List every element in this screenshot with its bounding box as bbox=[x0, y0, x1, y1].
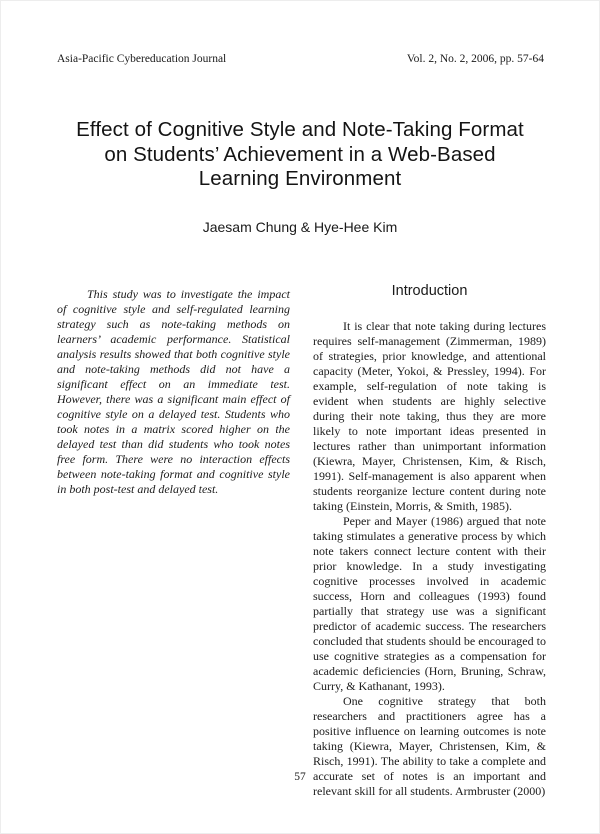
right-column bbox=[313, 283, 546, 799]
intro-paragraph-3: One cognitive strategy that both researchers and practitioners agree has a positive influence on learning outcomes is note taking (Kiewra, Mayer, Christensen, Kim, & Risch, 1991). The ability to take a complete and accurate set of notes is an important and relevant skill for all students. Armbruster (2000) bbox=[313, 694, 546, 798]
paper-title-line-1: Effect of Cognitive Style and Note-Taking Format bbox=[76, 118, 524, 141]
intro-paragraph-2: Peper and Mayer (1986) argued that note taking stimulates a generative process by which note takers connect lecture content with their prior knowledge. In a study investigating cognitive processes involved in academic success, Horn and colleagues (1993) found partially that strategy use was a significant predictor of academic success. The researchers concluded that students should be encouraged to use cognitive strategies as a compensation for academic deficiencies (Horn, Bruning, Schraw, Curry, & Kathanant, 1993). bbox=[313, 514, 546, 693]
page-number: 57 bbox=[294, 771, 306, 783]
authors: Jaesam Chung & Hye-Hee Kim bbox=[202, 219, 398, 235]
two-column-body bbox=[57, 283, 546, 799]
journal-name: Asia-Pacific Cybereducation Journal bbox=[57, 53, 227, 65]
introduction-heading: Introduction bbox=[391, 283, 468, 299]
volume-issue-pages: Vol. 2, No. 2, 2006, pp. 57-64 bbox=[406, 53, 544, 65]
paper-title bbox=[40, 118, 560, 192]
intro-paragraph-1: It is clear that note taking during lectures requires self-management (Zimmerman, 1989) of strategies, prior knowledge, and attentional capacity (Meter, Yokoi, & Pressley, 1994). For example, self-regulation of note taking is evident when students are highly selective during their note taking, thus they are more likely to note important ideas presented in lectures rather than unimportant information (Kiewra, Mayer, Christensen, Kim, & Risch, 1991). Self-management is also apparent when students reorganize lecture content during note taking (Einstein, Morris, & Smith, 1985). bbox=[313, 319, 546, 513]
paper-title-line-2: on Students’ Achievement in a Web-Based bbox=[104, 142, 496, 166]
abstract-text: This study was to investigate the impact of cognitive style and self-regulated learning strategy such as note-taking methods on learners’ academic performance. Statistical analysis results showed that both cognitive style and note-taking methods did not have a significant effect on an immediate test. However, there was a significant main effect of cognitive style on a delayed test. Students who took notes in a matrix scored higher on the delayed test than did students who took notes free form. There were no interaction effects between note-taking format and cognitive style in both post-test and delayed test. bbox=[57, 287, 290, 496]
left-column bbox=[57, 283, 290, 799]
paper-title-line-3: Learning Environment bbox=[198, 167, 402, 190]
running-header bbox=[57, 52, 544, 66]
